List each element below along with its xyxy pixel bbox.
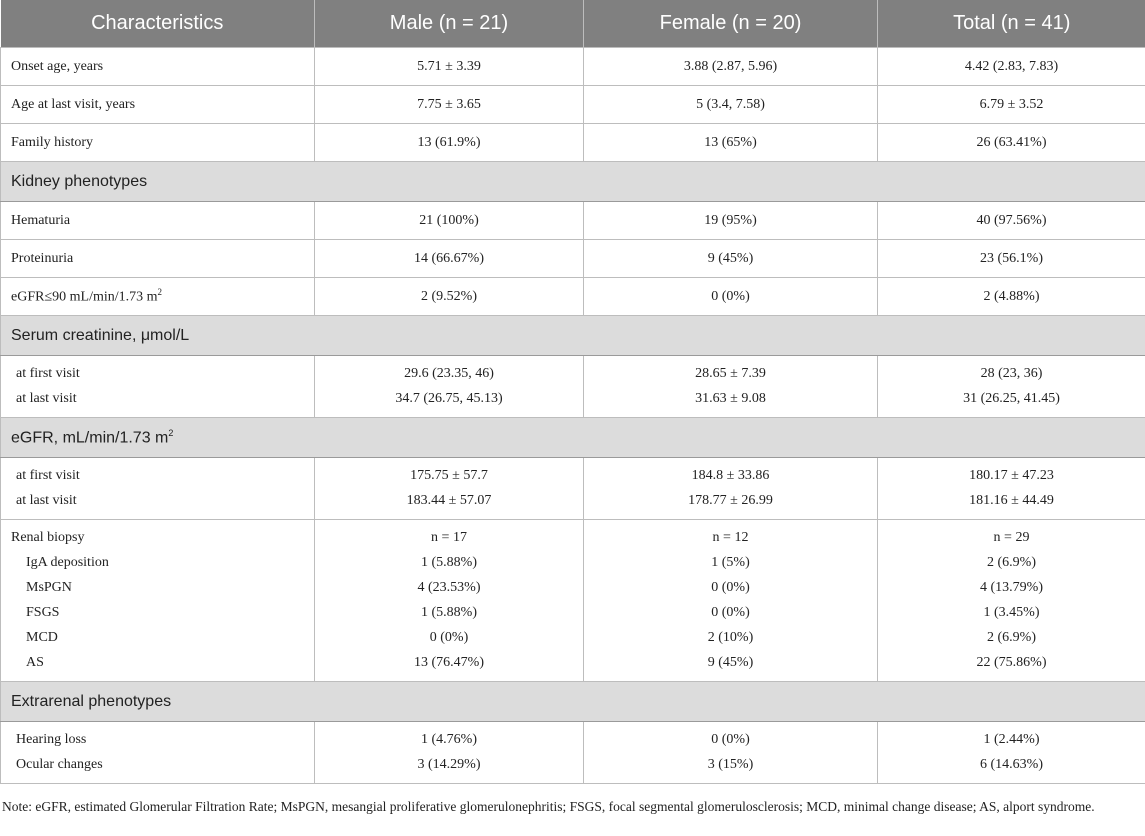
row-label <box>1 458 315 520</box>
cell-male: 21 (100%) <box>315 202 584 240</box>
row-label: Proteinuria <box>1 240 315 278</box>
header-row <box>1 0 1145 48</box>
value: 1 (5.88%) <box>421 555 477 570</box>
header-male: Male (n = 21) <box>315 0 584 48</box>
table-row <box>1 458 1145 520</box>
value: 0 (0%) <box>429 630 469 645</box>
cell-female: 9 (45%) <box>584 240 878 278</box>
value: 4 (23.53%) <box>417 580 481 595</box>
cell-female <box>584 722 878 784</box>
value: 184.8 ± 33.86 <box>691 468 770 483</box>
value: 180.17 ± 47.23 <box>969 468 1054 483</box>
cell-female: 19 (95%) <box>584 202 878 240</box>
egfr-section-label: eGFR, mL/min/1.73 m <box>11 429 169 447</box>
value: 2 (6.9%) <box>987 555 1036 570</box>
cell-total: 23 (56.1%) <box>878 240 1145 278</box>
label-mcd: MCD <box>26 630 58 645</box>
superscript: 2 <box>168 427 174 438</box>
section-serum-creatinine: Serum creatinine, μmol/L <box>1 316 1145 356</box>
label-renal-biopsy: Renal biopsy <box>11 530 85 545</box>
value: 175.75 ± 57.7 <box>410 468 488 483</box>
cell-male: 5.71 ± 3.39 <box>315 48 584 86</box>
value: n = 17 <box>431 530 467 545</box>
table-row <box>1 520 1145 682</box>
value: 34.7 (26.75, 45.13) <box>395 391 503 406</box>
value: 1 (4.76%) <box>421 732 477 747</box>
superscript: 2 <box>157 287 163 298</box>
table-row <box>1 278 1145 316</box>
cell-female <box>584 458 878 520</box>
label-as: AS <box>26 655 44 670</box>
header-female: Female (n = 20) <box>584 0 878 48</box>
value: 9 (45%) <box>707 655 754 670</box>
table-row <box>1 356 1145 418</box>
cell-female: 0 (0%) <box>584 278 878 316</box>
label-last-visit: at last visit <box>16 493 77 508</box>
cell-total: 6.79 ± 3.52 <box>878 86 1145 124</box>
value: 1 (5.88%) <box>421 605 477 620</box>
header-total: Total (n = 41) <box>878 0 1145 48</box>
table-row <box>1 722 1145 784</box>
value: 2 (10%) <box>707 630 754 645</box>
value: 6 (14.63%) <box>980 757 1043 772</box>
cell-total: 40 (97.56%) <box>878 202 1145 240</box>
cell-female: 13 (65%) <box>584 124 878 162</box>
cell-total <box>878 356 1145 418</box>
value: n = 12 <box>712 530 749 545</box>
cell-total: 2 (4.88%) <box>878 278 1145 316</box>
table-row <box>1 124 1145 162</box>
label-fsgs: FSGS <box>26 605 60 620</box>
value: 1 (3.45%) <box>983 605 1040 620</box>
cell-male: 7.75 ± 3.65 <box>315 86 584 124</box>
cell-female <box>584 520 878 682</box>
value: 0 (0%) <box>711 580 750 595</box>
value: 28 (23, 36) <box>980 366 1043 381</box>
value: 29.6 (23.35, 46) <box>404 366 494 381</box>
label-iga: IgA deposition <box>26 555 109 570</box>
cell-total <box>878 520 1145 682</box>
cell-male: 13 (61.9%) <box>315 124 584 162</box>
value: 181.16 ± 44.49 <box>969 493 1054 508</box>
value: 0 (0%) <box>711 732 750 747</box>
table-row <box>1 48 1145 86</box>
row-label <box>1 520 315 682</box>
cell-male <box>315 722 584 784</box>
section-row <box>1 316 1145 356</box>
value: 1 (2.44%) <box>983 732 1040 747</box>
header-characteristics: Characteristics <box>1 0 315 48</box>
value: 183.44 ± 57.07 <box>406 493 492 508</box>
section-egfr <box>1 418 1145 458</box>
cell-female: 3.88 (2.87, 5.96) <box>584 48 878 86</box>
section-extrarenal-phenotypes: Extrarenal phenotypes <box>1 682 1145 722</box>
label-first-visit: at first visit <box>16 468 80 483</box>
value: 3 (14.29%) <box>417 757 481 772</box>
value: n = 29 <box>993 530 1030 545</box>
label-first-visit: at first visit <box>16 366 80 381</box>
value: 31 (26.25, 41.45) <box>963 391 1060 406</box>
cell-female <box>584 356 878 418</box>
cell-male: 14 (66.67%) <box>315 240 584 278</box>
row-label: Hematuria <box>1 202 315 240</box>
section-row <box>1 418 1145 458</box>
table-row <box>1 202 1145 240</box>
value: 4 (13.79%) <box>980 580 1043 595</box>
value: 28.65 ± 7.39 <box>695 366 766 381</box>
value: 3 (15%) <box>707 757 754 772</box>
cell-male <box>315 520 584 682</box>
label-ocular-changes: Ocular changes <box>16 757 103 772</box>
row-label <box>1 356 315 418</box>
value: 0 (0%) <box>711 605 750 620</box>
value: 22 (75.86%) <box>976 655 1047 670</box>
table-footnote: Note: eGFR, estimated Glomerular Filtration Rate; MsPGN, mesangial proliferative glomerulonephritis; FSGS, focal segmental glomerulosclerosis; MCD, minimal change disease; AS, alport syndrome. <box>2 799 1095 814</box>
row-label <box>1 722 315 784</box>
label-mspgn: MsPGN <box>26 580 72 595</box>
cell-total: 4.42 (2.83, 7.83) <box>878 48 1145 86</box>
cell-male <box>315 458 584 520</box>
label-last-visit: at last visit <box>16 391 77 406</box>
cell-total <box>878 458 1145 520</box>
value: 13 (76.47%) <box>414 655 484 670</box>
section-row <box>1 682 1145 722</box>
row-label: Family history <box>1 124 315 162</box>
table-row <box>1 86 1145 124</box>
section-kidney-phenotypes: Kidney phenotypes <box>1 162 1145 202</box>
cell-female: 5 (3.4, 7.58) <box>584 86 878 124</box>
value: 178.77 ± 26.99 <box>688 493 773 508</box>
row-label <box>1 278 315 316</box>
row-label: Age at last visit, years <box>1 86 315 124</box>
row-label: Onset age, years <box>1 48 315 86</box>
egfr90-label: eGFR≤90 mL/min/1.73 m <box>11 289 158 305</box>
cell-male: 2 (9.52%) <box>315 278 584 316</box>
value: 2 (6.9%) <box>987 630 1036 645</box>
label-hearing-loss: Hearing loss <box>16 732 87 747</box>
cell-total: 26 (63.41%) <box>878 124 1145 162</box>
cell-male <box>315 356 584 418</box>
section-row <box>1 162 1145 202</box>
value: 31.63 ± 9.08 <box>695 391 766 406</box>
value: 1 (5%) <box>711 555 750 570</box>
cell-total <box>878 722 1145 784</box>
table-row <box>1 240 1145 278</box>
